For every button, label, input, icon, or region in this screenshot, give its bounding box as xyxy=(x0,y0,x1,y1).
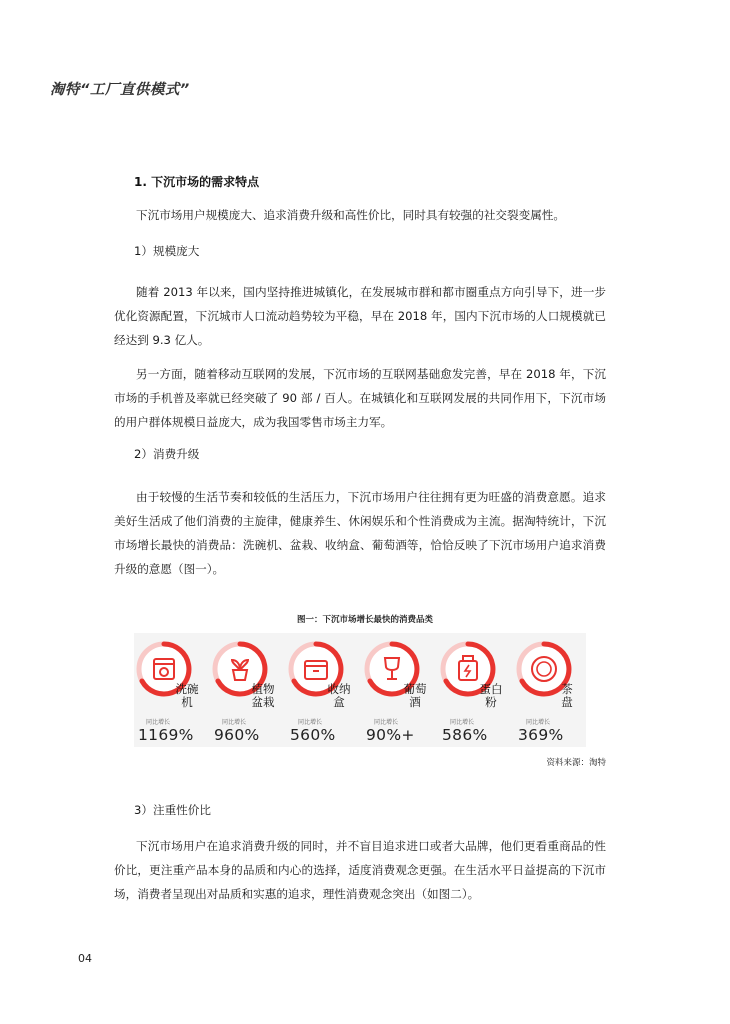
growth-value: 369% xyxy=(518,726,564,744)
document-header-title: 淘特“工厂直供模式” xyxy=(50,82,190,98)
product-item-plate xyxy=(514,633,586,747)
subheading-scale: 1）规模庞大 xyxy=(134,244,200,258)
growth-value: 586% xyxy=(442,726,488,744)
growth-caption: 同比增长 xyxy=(374,719,399,726)
product-label: 植物 盆栽 xyxy=(251,682,275,709)
product-label: 茶 盘 xyxy=(561,682,573,709)
paragraph-consumption-upgrade: 由于较慢的生活节奏和较低的生活压力，下沉市场用户往往拥有更为旺盛的消费意愿。追求美好生活成了他们消费的主旋律，健康养生、休闲娱乐和个性消费成为主流。据淘特统计，下沉市场增长最快的消费品：洗碗机、盆栽、收纳盒、葡萄酒等，恰恰反映了下沉市场用户追求消费升级的意愿（图一）。 xyxy=(114,490,606,576)
section-heading: 1. 下沉市场的需求特点 xyxy=(134,175,260,189)
figure-caption: 图一：下沉市场增长最快的消费品类 xyxy=(296,615,433,625)
subheading-consumption-upgrade: 2）消费升级 xyxy=(134,447,200,461)
product-item-storage-box xyxy=(286,633,362,747)
product-growth-infographic xyxy=(134,633,586,747)
growth-value: 1169% xyxy=(138,726,194,744)
growth-value: 960% xyxy=(214,726,260,744)
growth-caption: 同比增长 xyxy=(298,719,323,726)
product-item-dishwasher xyxy=(134,633,210,747)
page-number: 04 xyxy=(78,952,92,965)
growth-caption: 同比增长 xyxy=(146,719,171,726)
paragraph-scale-2: 另一方面，随着移动互联网的发展，下沉市场的互联网基础愈发完善，早在 2018 年，下沉市场的手机普及率就已经突破了 90 部 / 百人。在城镇化和互联网发展的共同作用下，下沉市场的用户群体规模日益庞大，成为我国零售市场主力军。 xyxy=(114,367,606,429)
growth-value: 560% xyxy=(290,726,336,744)
growth-caption: 同比增长 xyxy=(222,719,247,726)
intro-paragraph: 下沉市场用户规模庞大、追求消费升级和高性价比，同时具有较强的社交裂变属性。 xyxy=(136,208,565,222)
product-item-potted-plant xyxy=(210,633,286,747)
subheading-value-for-money: 3）注重性价比 xyxy=(134,803,211,817)
product-label: 洗碗 机 xyxy=(175,682,199,709)
product-item-wine xyxy=(362,633,438,747)
growth-caption: 同比增长 xyxy=(450,719,475,726)
product-label: 蛋白 粉 xyxy=(479,682,503,709)
paragraph-scale-1: 随着 2013 年以来，国内坚持推进城镇化，在发展城市群和都市圈重点方向引导下，进一步优化资源配置，下沉城市人口流动趋势较为平稳，早在 2018 年，国内下沉市场的人口规模就已经达到 9.3 亿人。 xyxy=(114,285,606,347)
figure-source: 资料来源：淘特 xyxy=(546,758,606,768)
product-label: 收纳 盒 xyxy=(327,682,351,709)
paragraph-value-for-money: 下沉市场用户在追求消费升级的同时，并不盲目追求进口或者大品牌，他们更看重商品的性价比，更注重产品本身的品质和内心的选择，适度消费观念更强。在生活水平日益提高的下沉市场，消费者呈现出对品质和实惠的追求，理性消费观念突出（如图二）。 xyxy=(114,839,606,901)
product-label: 葡萄 酒 xyxy=(403,682,427,709)
growth-value: 90%+ xyxy=(366,726,415,744)
product-item-protein-powder xyxy=(438,633,514,747)
growth-caption: 同比增长 xyxy=(526,719,551,726)
